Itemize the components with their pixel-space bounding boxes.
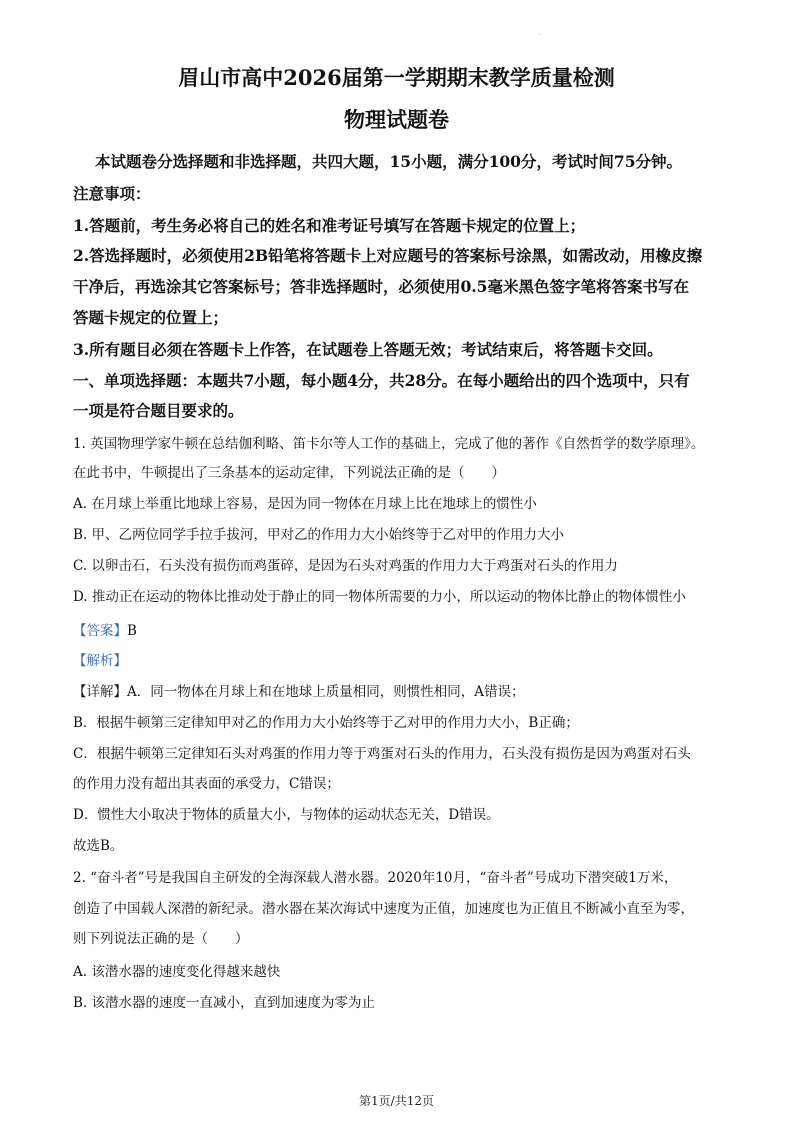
answer-tag: 【答案】 xyxy=(73,623,127,639)
page-number: 第1页/共12页 xyxy=(359,1094,434,1108)
question-1-detail-c-line-2: 的作用力没有超出其表面的承受力，C错误； xyxy=(73,776,340,792)
question-2-option-b: B. 该潜水器的速度一直减小，直到加速度为零为止 xyxy=(73,995,376,1011)
question-1-option-c: C. 以卵击石，石头没有损伤而鸡蛋碎，是因为石头对鸡蛋的作用力大于鸡蛋对石头的作用力 xyxy=(73,558,618,574)
question-1-detail-c-line-1: C．根据牛顿第三定律知石头对鸡蛋的作用力等于鸡蛋对石头的作用力，石头没有损伤是因为鸡蛋对石头 xyxy=(73,746,691,762)
answer-value: B xyxy=(127,623,137,639)
question-1-detail-a xyxy=(73,680,723,700)
question-1-answer xyxy=(73,619,723,639)
exam-summary: 本试题卷分选择题和非选择题，共四大题，15小题，满分100分，考试时间75分钟。 xyxy=(95,152,682,171)
notice-item-2-line-2: 干净后，再选涂其它答案标号；答非选择题时，必须使用0.5毫米黑色签字笔将答案书写在 xyxy=(73,277,689,296)
question-2-option-a: A. 该潜水器的速度变化得越来越快 xyxy=(73,964,281,980)
question-2-stem-line-3: 则下列说法正确的是（ ） xyxy=(73,931,249,947)
detail-tag: 【详解】 xyxy=(73,684,127,700)
question-1-stem-line-2: 在此书中，牛顿提出了三条基本的运动定律，下列说法正确的是（ ） xyxy=(73,465,505,481)
detail-a-text: A．同一物体在月球上和在地球上质量相同，则惯性相同，A错误； xyxy=(127,684,525,700)
notice-item-2-line-1: 2.答选择题时，必须使用2B铅笔将答题卡上对应题号的答案标号涂黑，如需改动，用橡皮擦 xyxy=(73,246,703,265)
section-heading-line-2: 一项是符合题目要求的。 xyxy=(73,401,244,420)
question-2-stem-line-2: 创造了中国载人深潜的新纪录。潜水器在某次海试中速度为正值，加速度也为正值且不断减小直至为零， xyxy=(73,901,694,917)
notice-item-1: 1.答题前，考生务必将自己的姓名和准考证号填写在答题卡规定的位置上； xyxy=(73,216,586,235)
question-1-option-b: B. 甲、乙两位同学手拉手拔河，甲对乙的作用力大小始终等于乙对甲的作用力大小 xyxy=(73,527,565,543)
notice-item-3: 3.所有题目必须在答题卡上作答，在试题卷上答题无效；考试结束后，将答题卡交回。 xyxy=(73,340,663,359)
notice-heading: 注意事项： xyxy=(73,184,151,203)
question-1-detail-b: B．根据牛顿第三定律知甲对乙的作用力大小始终等于乙对甲的作用力大小，B正确； xyxy=(73,715,579,731)
page-title: 眉山市高中2026届第一学期期末教学质量检测 xyxy=(178,65,615,90)
question-1-option-d: D. 推动正在运动的物体比推动处于静止的同一物体所需要的力小，所以运动的物体比静止的物体惯性小 xyxy=(73,589,686,605)
question-1-option-a: A. 在月球上举重比地球上容易，是因为同一物体在月球上比在地球上的惯性小 xyxy=(73,496,537,512)
question-2-stem-line-1: 2. “奋斗者”号是我国自主研发的全海深载人潜水器。2020年10月，“奋斗者”号成功下潜突破1万米， xyxy=(73,870,678,886)
analysis-tag: 【解析】 xyxy=(73,653,127,669)
section-heading-line-1: 一、单项选择题：本题共7小题，每小题4分，共28分。在每小题给出的四个选项中，只有 xyxy=(73,371,690,390)
question-1-conclusion: 故选B。 xyxy=(73,838,124,854)
question-1-stem-line-1: 1. 英国物理学家牛顿在总结伽利略、笛卡尔等人工作的基础上，完成了他的著作《自然哲学的数学原理》。 xyxy=(73,436,705,452)
page-subtitle: 物理试题卷 xyxy=(344,107,449,132)
question-1-detail-d: D．惯性大小取决于物体的质量大小，与物体的运动状态无关，D错误。 xyxy=(73,807,500,823)
page-mark: · xyxy=(538,30,541,39)
notice-item-2-line-3: 答题卡规定的位置上； xyxy=(73,308,229,327)
